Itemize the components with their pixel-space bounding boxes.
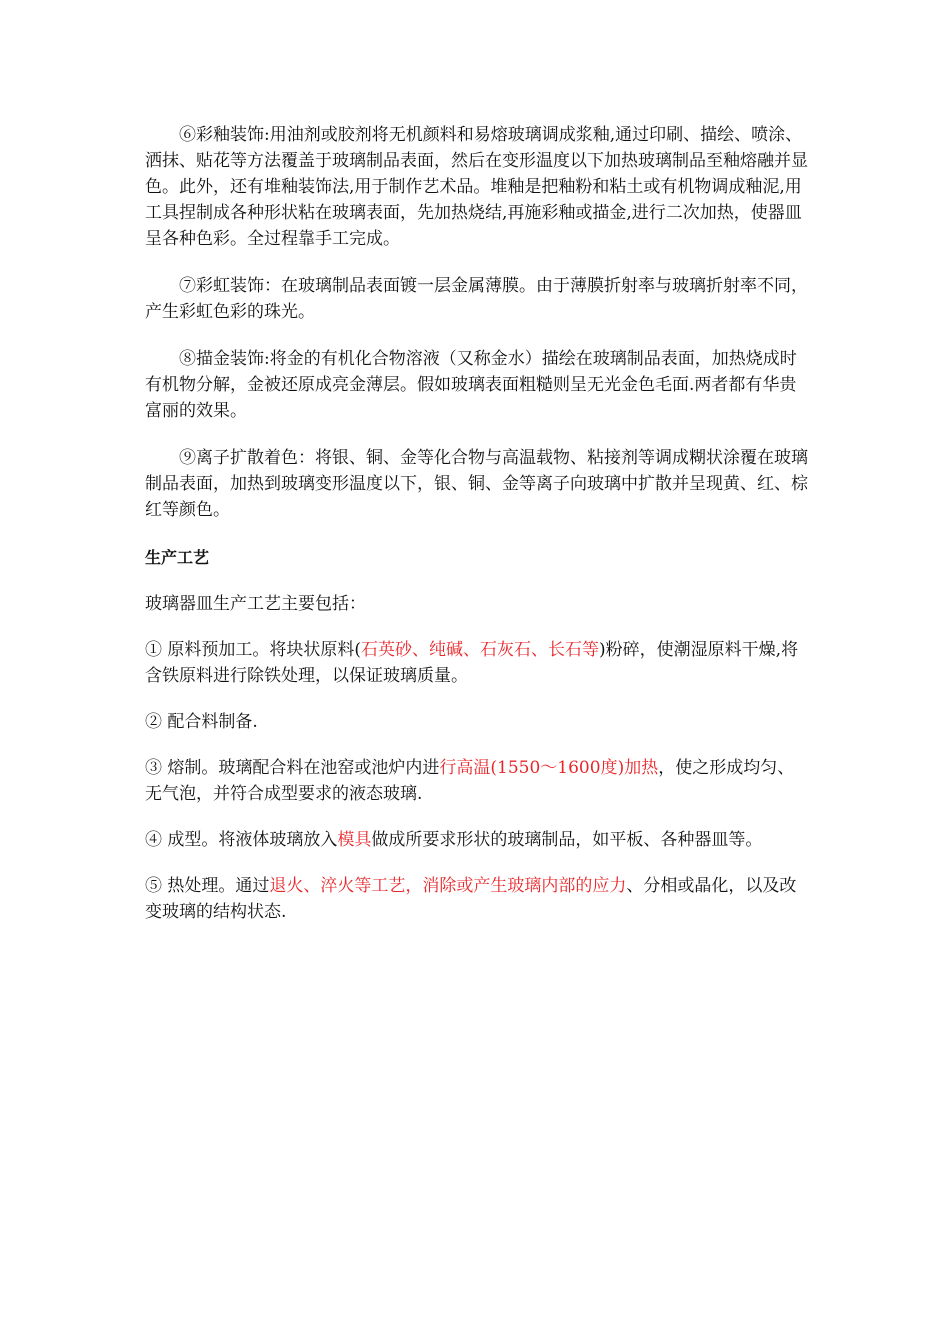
paragraph-color-glaze-decoration: ⑥彩釉装饰:用油剂或胶剂将无机颜料和易熔玻璃调成浆釉,通过印刷、描绘、喷涂、洒抹、贴花等方法覆盖于玻璃制品表面，然后在变形温度以下加热玻璃制品至釉熔融并显色。此外，还有堆釉装饰法,用于制作艺术品。堆釉是把釉粉和粘土或有机物调成釉泥,用工具捏制成各种形状粘在玻璃表面，先加热烧结,再施彩釉或描金,进行二次加热，使器皿呈各种色彩。全过程靠手工完成。 — [145, 125, 808, 249]
step-text: )粉碎，使潮湿原料干燥,将含铁原料进行除铁处理，以保证玻璃质量。 — [145, 640, 799, 686]
document-page — [145, 122, 810, 925]
step-batch-preparation — [145, 709, 810, 735]
paragraph-rainbow-decoration: ⑦彩虹装饰：在玻璃制品表面镀一层金属薄膜。由于薄膜折射率与玻璃折射率不同，产生彩虹色彩的珠光。 — [145, 276, 808, 322]
step-raw-material-preprocessing — [145, 637, 810, 689]
highlighted-text: 石英砂、纯碱、石灰石、长石等 — [361, 640, 600, 660]
section-intro: 玻璃器皿生产工艺主要包括： — [145, 594, 366, 614]
section-heading: 生产工艺 — [145, 548, 210, 567]
highlighted-text: 模具 — [337, 830, 372, 850]
step-text: ① 原料预加工。将块状原料( — [145, 640, 362, 660]
step-forming — [145, 827, 810, 853]
paragraph-ion-diffusion-coloring: ⑨离子扩散着色：将银、铜、金等化合物与高温载物、粘接剂等调成糊状涂覆在玻璃制品表面，加热到玻璃变形温度以下，银、铜、金等离子向玻璃中扩散并呈现黄、红、棕红等颜色。 — [145, 448, 808, 520]
step-text: ，使之形成均匀、无气泡，并符合成型要求的液态玻璃. — [145, 758, 795, 804]
step-heat-treatment — [145, 873, 810, 925]
step-text: ③ 熔制。玻璃配合料在池窑或池炉内进 — [145, 758, 440, 778]
step-text: ② 配合料制备. — [145, 712, 258, 732]
step-text: 做成所要求形状的玻璃制品，如平板、各种器皿等。 — [371, 830, 763, 850]
step-melting — [145, 755, 810, 807]
step-text: 、分相或晶化，以及改变玻璃的结构状态. — [145, 876, 797, 922]
highlighted-text: 行高温(1550～1600度)加热 — [439, 758, 659, 778]
step-text: ⑤ 热处理。通过 — [145, 876, 270, 896]
paragraph-gold-tracing-decoration: ⑧描金装饰:将金的有机化合物溶液（又称金水）描绘在玻璃制品表面，加热烧成时有机物分解，金被还原成亮金薄层。假如玻璃表面粗糙则呈无光金色毛面.两者都有华贵富丽的效果。 — [145, 349, 797, 421]
step-text: ④ 成型。将液体玻璃放入 — [145, 830, 338, 850]
highlighted-text: 退火、淬火等工艺，消除或产生玻璃内部的应力 — [269, 876, 627, 896]
